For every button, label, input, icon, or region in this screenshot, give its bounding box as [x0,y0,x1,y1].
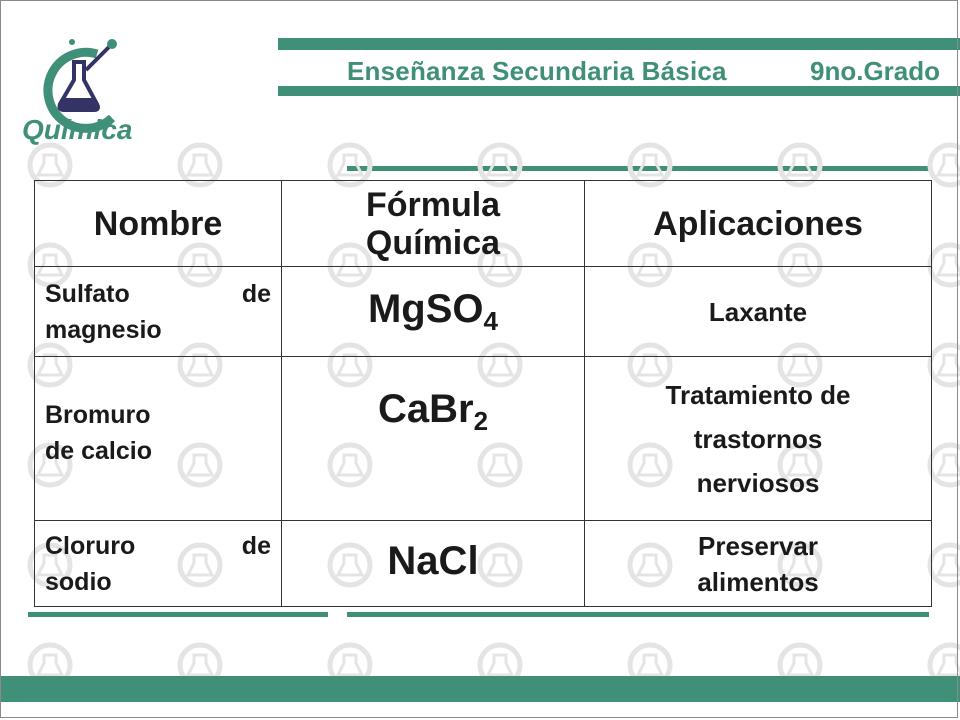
formula-subscript: 4 [483,305,498,336]
row-formula [282,521,585,607]
logo-text: Química [22,114,133,145]
header-title: Enseñanza Secundaria Básica [347,56,727,86]
watermark-flask-icon [630,145,670,185]
row-name [35,357,282,521]
watermark-flask-icon [480,145,520,185]
footer-bar [0,676,960,702]
header-grade: 9no.Grado [810,56,941,86]
header-aplicaciones: Aplicaciones [585,181,932,267]
formula-subscript: 2 [473,406,489,436]
header-formula-line2: Química [365,223,501,262]
row-application [585,357,932,521]
row-application [585,267,932,357]
row-formula [282,357,585,521]
watermark-flask-icon [330,145,370,185]
formula-base: MgSO [367,286,484,331]
formula-base: CaBr [377,387,474,431]
header-gap [278,96,960,126]
header-bottom-stripe [278,86,960,96]
application-line: Tratamiento de [665,379,851,410]
application-line: alimentos [697,566,819,597]
row-name [35,267,282,357]
header-nombre: Nombre [35,181,282,267]
watermark-flask-icon [930,345,960,385]
watermark-flask-icon [930,145,960,185]
application-line: Laxante [708,296,808,327]
watermark-flask-icon [780,145,820,185]
watermark-flask-icon [30,145,70,185]
watermark-flask-icon [930,245,960,285]
application-line: nerviosos [696,467,820,498]
table-header-row [35,181,932,267]
row-application [585,521,932,607]
row-name-line1: Sulfato de [45,279,271,308]
row-name-line2: magnesio [45,315,162,344]
row-formula [282,267,585,357]
row-name-line2: de calcio [45,437,152,465]
table-row [35,267,932,357]
application-line: Preservar [698,530,818,561]
row-name-line1: Bromuro [45,401,151,429]
header-top-stripe [278,38,960,50]
watermark-flask-icon [180,145,220,185]
table-row [35,521,932,607]
watermark-flask-icon [930,445,960,485]
row-name [35,521,282,607]
row-name-line1: Cloruro de [45,531,271,560]
watermark-flask-icon [930,545,960,585]
header-formula [282,181,585,267]
header-formula-line1: Fórmula [365,185,501,224]
compounds-table [34,180,932,607]
row-name-line2: sodio [45,567,112,596]
formula-base: NaCl [387,538,479,583]
table-row [35,357,932,521]
application-line: trastornos [693,423,823,454]
